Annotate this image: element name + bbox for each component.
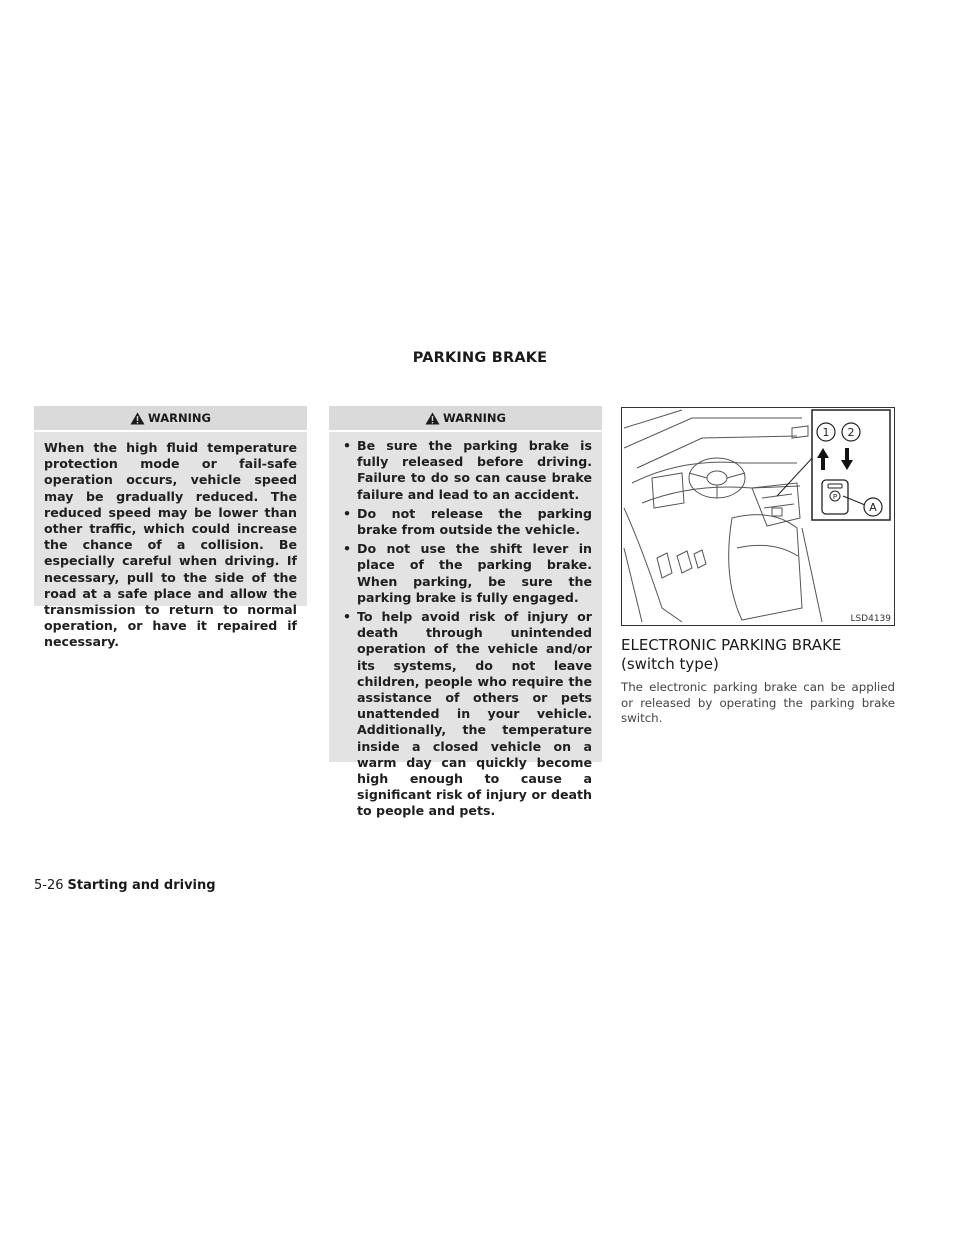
- warning-triangle-icon: [425, 412, 440, 425]
- warning-list: [329, 432, 602, 833]
- figure-code: LSD4139: [850, 614, 891, 624]
- chapter-title: Starting and driving: [67, 878, 216, 893]
- callout-a: A: [869, 501, 877, 514]
- warning-item-text: Be sure the parking brake is fully released before driving. Failure to do so can cause brake failure and lead to an accident.: [357, 438, 592, 502]
- warning-list-item: • Be sure the parking brake is fully released before driving. Failure to do so can cause brake failure and lead to an accident.: [343, 438, 592, 502]
- warning-box-left: [34, 406, 307, 650]
- warning-list-item: • To help avoid risk of injury or death through unintended operation of the vehicle and/or its systems, do not leave children, people who require the assistance of others or pets unattended in your vehicle. Additionally, the temperature inside a closed vehicle on a warm day can quickly become high enough to cause a significant risk of injury or death to people and pets.: [343, 609, 592, 819]
- warning-label: WARNING: [443, 411, 506, 425]
- warning-header: [34, 406, 307, 432]
- warning-list-item: • Do not use the shift lever in place of the parking brake. When parking, be sure the parking brake is fully engaged.: [343, 541, 592, 605]
- subsection-body: The electronic parking brake can be applied or released by operating the parking brake switch.: [621, 680, 895, 725]
- warning-header: [329, 406, 602, 432]
- warning-item-text: To help avoid risk of injury or death through unintended operation of the vehicle and/or its systems, do not leave children, people who require the assistance of others or pets unattended in your vehicle. Additionally, the temperature inside a closed vehicle on a warm day can quickly become high enough to cause a significant risk of injury or death to people and pets.: [357, 609, 592, 819]
- page-number: 5-26: [34, 878, 64, 893]
- switch-symbol: P: [832, 493, 838, 501]
- warning-list-item: • Do not release the parking brake from outside the vehicle.: [343, 505, 592, 538]
- warning-box-middle: [329, 406, 602, 819]
- warning-label: WARNING: [148, 411, 211, 425]
- page-footer: [34, 878, 216, 893]
- subsection-title-line1: ELECTRONIC PARKING BRAKE: [621, 636, 842, 654]
- warning-text: When the high fluid temperature protection mode or fail-safe operation occurs, vehicle speed may be gradually reduced. The reduced speed may be lower than other traffic, which could increase the chance of a collision. Be especially careful when driving. If necessary, pull to the side of the road at a safe place and allow the transmission to return to normal operation, or have it repaired if necessary.: [44, 440, 297, 650]
- warning-item-text: Do not use the shift lever in place of the parking brake. When parking, be sure the parking brake is fully engaged.: [357, 541, 592, 605]
- section-title: PARKING BRAKE: [412, 350, 548, 366]
- callout-2: 2: [847, 426, 855, 439]
- warning-item-text: Do not release the parking brake from outside the vehicle.: [357, 505, 592, 538]
- subsection-title-line2: (switch type): [621, 655, 719, 673]
- warning-triangle-icon: [130, 412, 145, 425]
- car-interior-drawing: [622, 408, 893, 624]
- subsection-title: [621, 636, 901, 674]
- parking-brake-illustration: [621, 407, 895, 626]
- callout-1: 1: [822, 426, 830, 439]
